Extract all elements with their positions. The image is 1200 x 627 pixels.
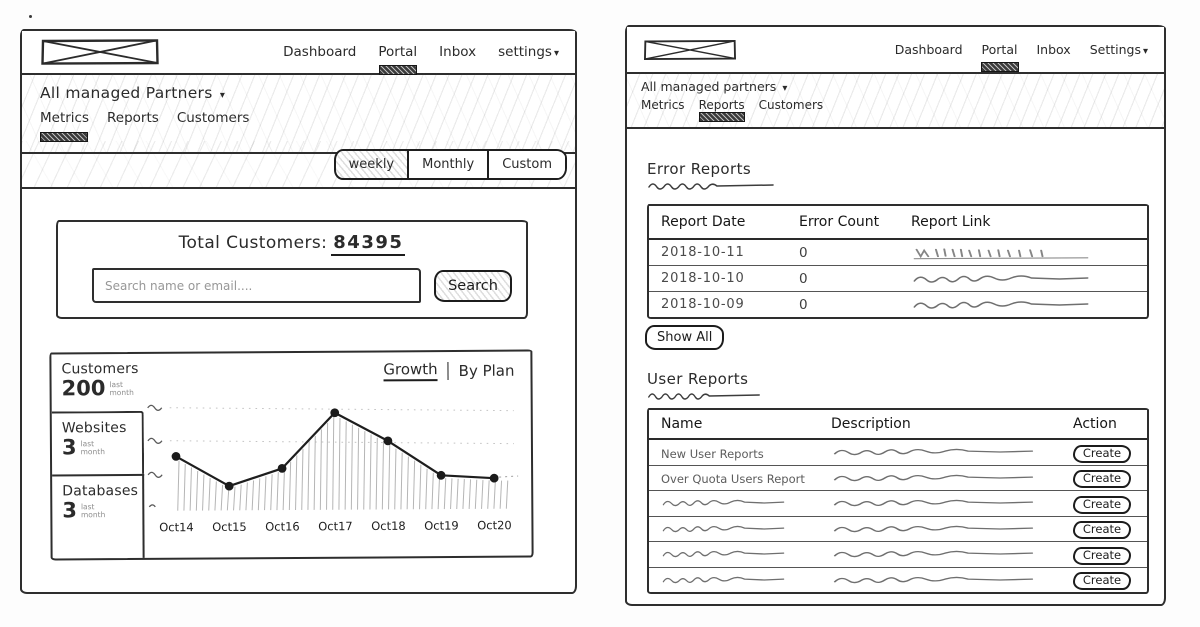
description-scribble [831, 497, 1036, 509]
total-customers-value: 84395 [331, 232, 405, 256]
name-cell [649, 548, 819, 560]
partner-scope-dropdown[interactable]: All managed partners ▾ [641, 79, 788, 94]
gridlines [170, 406, 514, 446]
name-scribble [661, 548, 786, 560]
column-name: Name [661, 416, 703, 432]
column-action: Action [1073, 416, 1117, 432]
range-option-custom[interactable]: Custom [487, 151, 565, 178]
column-report-link: Report Link [911, 214, 991, 230]
user-report-row [649, 516, 1147, 542]
active-nav-indicator [981, 62, 1019, 72]
action-cell [1061, 467, 1147, 488]
name-cell [649, 443, 819, 462]
description-scribble [831, 523, 1036, 535]
error-count-cell: 0 [799, 270, 808, 287]
action-cell [1061, 493, 1147, 514]
name-cell [649, 574, 819, 586]
stat-databases [52, 474, 145, 559]
reports-screen [625, 25, 1166, 606]
nav-item-settings[interactable]: Settings ▾ [1089, 42, 1148, 57]
description-cell [819, 574, 1061, 586]
y-axis-ticks [148, 405, 163, 507]
stat-value: 200 [61, 376, 106, 401]
x-tick-label: Oct14 [159, 520, 194, 535]
user-report-row [649, 541, 1147, 567]
column-description: Description [831, 416, 911, 432]
name-scribble [661, 574, 786, 586]
reports-content [627, 120, 1164, 604]
description-cell [819, 523, 1061, 535]
description-cell [819, 548, 1061, 560]
tab-metrics[interactable]: Metrics [641, 98, 685, 112]
dashboard-content [22, 187, 575, 592]
range-segmented-control [334, 149, 567, 180]
nav-items [895, 42, 1148, 57]
description-scribble [831, 472, 1036, 484]
data-points [171, 407, 498, 490]
nav-item-settings[interactable]: settings ▾ [498, 44, 559, 60]
report-name: New User Reports [661, 446, 764, 461]
x-tick-label: Oct16 [265, 519, 300, 534]
name-cell [649, 497, 819, 509]
report-link[interactable] [899, 272, 1147, 286]
description-scribble [831, 548, 1036, 560]
nav-item-inbox[interactable]: Inbox [1036, 42, 1071, 57]
nav-item-portal[interactable]: Portal [378, 44, 417, 60]
ink-speck [29, 15, 32, 18]
x-tick-label: Oct17 [318, 519, 353, 534]
x-tick-label: Oct15 [212, 519, 247, 534]
error-count-cell: 0 [799, 244, 808, 261]
top-nav-bar [22, 31, 575, 75]
create-button[interactable]: Create [1073, 572, 1131, 590]
active-tab-indicator [699, 112, 745, 122]
x-tick-label: Oct20 [477, 518, 512, 533]
nav-item-dashboard[interactable]: Dashboard [894, 42, 963, 57]
stat-label: Databases [62, 482, 139, 500]
logo-placeholder-icon[interactable] [38, 38, 162, 66]
nav-item-inbox[interactable]: Inbox [439, 44, 477, 60]
data-point [437, 471, 446, 480]
description-cell [819, 446, 1061, 458]
tab-metrics[interactable]: Metrics [40, 110, 89, 126]
partner-scope-dropdown[interactable]: All managed Partners ▾ [40, 84, 226, 102]
user-report-row [649, 567, 1147, 593]
dropdown-arrow-icon: ▾ [553, 48, 559, 59]
active-tab-indicator [40, 132, 88, 142]
data-point [172, 452, 181, 461]
table-header [649, 206, 1147, 240]
chart-tab-by-plan[interactable]: By Plan [448, 361, 515, 379]
search-button[interactable]: Search [434, 270, 512, 302]
error-reports-heading: Error Reports [647, 160, 752, 178]
range-toolbar [22, 141, 575, 189]
user-report-row [649, 465, 1147, 491]
column-error-count: Error Count [799, 214, 880, 230]
create-button[interactable]: Create [1073, 547, 1131, 565]
stat-value: 3 [62, 498, 78, 523]
chart-tab-growth[interactable]: Growth [383, 360, 437, 381]
tab-customers[interactable]: Customers [176, 110, 250, 126]
dropdown-arrow-icon: ▾ [782, 83, 788, 94]
name-cell [649, 468, 819, 487]
create-button[interactable]: Create [1073, 521, 1131, 539]
column-report-date: Report Date [661, 214, 746, 230]
growth-line-chart [146, 382, 527, 546]
error-count-cell: 0 [799, 296, 808, 313]
trend-tail-line [499, 476, 518, 477]
user-reports-table [647, 408, 1149, 594]
user-reports-heading: User Reports [647, 370, 749, 388]
name-scribble [661, 523, 786, 535]
trend-line [176, 412, 494, 487]
report-date-cell: 2018-10-09 [661, 297, 745, 312]
stat-column [51, 354, 144, 559]
create-button[interactable]: Create [1073, 445, 1131, 463]
search-row [92, 268, 512, 303]
nav-items [283, 44, 559, 60]
x-axis-labels [159, 518, 512, 534]
range-option-weekly[interactable]: weekly [336, 151, 407, 178]
tab-customers[interactable]: Customers [758, 98, 824, 112]
action-cell [1061, 518, 1147, 539]
stat-label: Customers [61, 360, 139, 378]
data-point [383, 436, 392, 445]
data-point [330, 408, 339, 417]
report-link[interactable] [899, 298, 1147, 312]
stat-label: Websites [61, 420, 127, 437]
action-cell [1061, 442, 1147, 463]
chart-view-toggle [383, 360, 514, 382]
active-nav-indicator [379, 65, 417, 75]
section-tabs [641, 98, 1164, 112]
data-point [278, 464, 287, 473]
x-tick-label: Oct19 [424, 518, 459, 533]
metrics-dashboard-screen [20, 29, 577, 594]
action-cell [1061, 569, 1147, 590]
stat-note: last month [109, 380, 134, 398]
stat-customers [51, 354, 143, 412]
description-cell [819, 497, 1061, 509]
total-customers-title: Total Customers: 84395 [58, 232, 526, 253]
range-option-monthly[interactable]: Monthly [407, 151, 487, 178]
show-all-button[interactable]: Show All [645, 325, 724, 350]
user-report-row [649, 490, 1147, 516]
total-customers-card [56, 220, 528, 319]
growth-chart-card [49, 350, 533, 561]
nav-item-dashboard[interactable]: Dashboard [283, 44, 357, 60]
report-date-cell: 2018-10-11 [661, 245, 745, 260]
error-report-row [649, 291, 1147, 317]
nav-item-portal[interactable]: Portal [982, 42, 1018, 57]
stat-note: last month [80, 502, 106, 520]
description-cell [819, 472, 1061, 484]
report-date-cell: 2018-10-10 [661, 271, 745, 286]
user-report-row [649, 440, 1147, 465]
report-name: Over Quota Users Report [661, 472, 805, 487]
name-scribble [661, 497, 786, 509]
stat-value: 3 [61, 435, 77, 460]
table-header [649, 410, 1147, 440]
error-report-row [649, 240, 1147, 265]
logo-placeholder-icon[interactable] [643, 38, 737, 62]
area-hatching [177, 415, 508, 510]
dropdown-arrow-icon: ▾ [1142, 46, 1148, 57]
heading-underline-squiggle [647, 391, 761, 401]
dropdown-arrow-icon: ▾ [219, 90, 226, 101]
description-scribble [831, 446, 1036, 458]
stat-note: last month [80, 439, 105, 457]
stat-websites [52, 411, 144, 475]
description-scribble [831, 574, 1036, 586]
section-tabs [40, 110, 575, 126]
action-cell [1061, 544, 1147, 565]
data-point [490, 474, 499, 483]
create-button[interactable]: Create [1073, 470, 1131, 488]
create-button[interactable]: Create [1073, 496, 1131, 514]
search-input[interactable] [92, 268, 421, 303]
heading-underline-squiggle [647, 181, 775, 191]
report-link[interactable] [899, 246, 1147, 260]
name-cell [649, 523, 819, 535]
tab-reports[interactable]: Reports [699, 98, 745, 112]
error-report-row [649, 265, 1147, 291]
x-tick-label: Oct18 [371, 518, 406, 534]
top-nav-bar [627, 27, 1164, 74]
tab-reports[interactable]: Reports [107, 110, 159, 126]
data-point [225, 482, 234, 491]
error-reports-table [647, 204, 1149, 319]
